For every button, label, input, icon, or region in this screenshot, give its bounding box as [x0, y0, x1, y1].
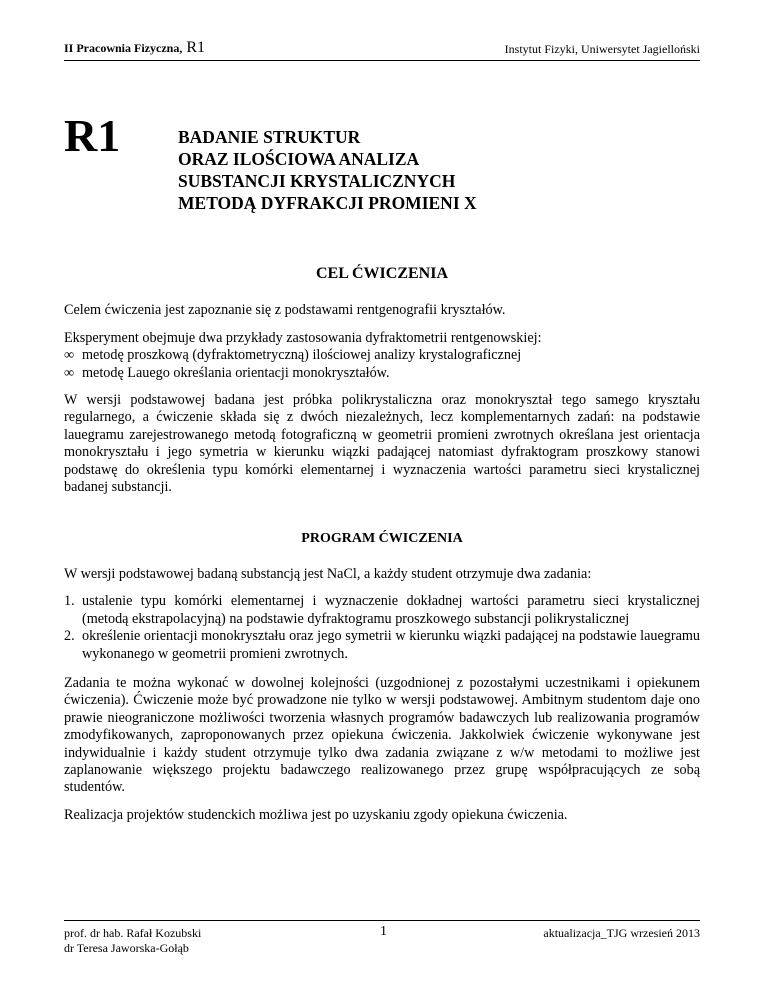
main-content: [64, 265, 700, 834]
exercise-code: R1: [64, 110, 121, 161]
item-text: ustalenie typu komórki elementarnej i wyznaczenie dokładnej wartości parametru sieci krystalicznej (metodą ekstrapolacyjną) na podstawie dyfraktogramu proszkowego substancji polikrystalicznej: [82, 593, 700, 627]
item-number: 2.: [64, 628, 75, 645]
document-title: [178, 126, 477, 214]
section-heading-goal: CEL ĆWICZENIA: [315, 265, 449, 282]
paragraph: Realizacja projektów studenckich możliwa jest po uzyskaniu zgody opiekuna ćwiczenia.: [64, 806, 568, 823]
bullet-item: [64, 347, 700, 364]
paragraph: Eksperyment obejmuje dwa przykłady zastosowania dyfraktometrii rentgenowskiej:: [64, 329, 542, 346]
title-line: METODĄ DYFRAKCJI PROMIENI X: [178, 193, 477, 213]
header-left: [64, 39, 205, 57]
paragraph: W wersji podstawowej badana jest próbka polikrystaliczna oraz monokryształ tego samego kryształu regularnego, a ćwiczenie składa się z dwóch niezależnych, lecz komplementarnych zadań: na podstawie lauegramu zarejestrowanego metodą fotograficzną w geometrii promieni zwrotnych określana jest orientacja monokryształu i jego symetria w kierunku wiązki padającej natomiast dyfraktogram proszkowy stanowi podstawę do określenia typu komórki elementarnej i wyznaczenia wartości parametru sieci krystalicznej badanej substancji.: [64, 392, 700, 496]
title-line: BADANIE STRUKTUR: [178, 127, 361, 147]
item-number: 1.: [64, 593, 75, 610]
footer-rule: [64, 920, 700, 921]
header-lab: II Pracownia Fizyczna,: [64, 41, 183, 55]
title-line: SUBSTANCJI KRYSTALICZNYCH: [178, 171, 456, 191]
bullet-symbol: ∞: [64, 347, 75, 364]
page-header: [64, 40, 700, 61]
bullet-text: metodę Lauego określania orientacji monokryształów.: [82, 364, 390, 381]
paragraph: W wersji podstawowej badaną substancją jest NaCl, a każdy student otrzymuje dwa zadania:: [64, 565, 592, 582]
page-number: 1: [380, 924, 387, 939]
numbered-item: [64, 593, 700, 628]
bullet-text: metodę proszkową (dyfraktometryczną) ilościowej analizy krystalograficznej: [82, 347, 522, 364]
section-heading-program: PROGRAM ĆWICZENIA: [301, 531, 463, 547]
header-institute: Instytut Fizyki, Uniwersytet Jagielloński: [504, 42, 700, 56]
footer-author: prof. dr hab. Rafał Kozubski: [64, 926, 202, 940]
item-text: określenie orientacji monokryształu oraz jego symetrii w kierunku wiązki padającej na podstawie lauegramu wykonanego w geometrii promieni zwrotnych.: [82, 628, 700, 662]
title-line: ORAZ ILOŚCIOWA ANALIZA: [178, 149, 420, 169]
footer-update: aktualizacja_TJG wrzesień 2013: [543, 926, 700, 940]
bullet-symbol: ∞: [64, 364, 75, 381]
header-code: R1: [186, 39, 205, 56]
numbered-item: [64, 628, 700, 663]
footer-author: dr Teresa Jaworska-Gołąb: [64, 941, 189, 955]
bullet-item: [64, 365, 700, 382]
paragraph: Celem ćwiczenia jest zapoznanie się z podstawami rentgenografii kryształów.: [64, 302, 506, 319]
footer-authors: [64, 926, 201, 956]
paragraph: Zadania te można wykonać w dowolnej kolejności (uzgodnionej z pozostałymi uczestnikami i opiekunem ćwiczenia). Ćwiczenie może być prowadzone nie tylko w wersji podstawowej. Ambitnym studentom daje ono prawie nieograniczone możliwości tworzenia własnych programów badawczych lub realizowania programów zmodyfikowanych, zaproponowanych przez opiekuna ćwiczenia. Jakkolwiek ćwiczenie wykonywane jest indywidualnie i każdy student otrzymuje tylko dwa zadania związane z w/w metodami to możliwe jest zaplanowanie większego projektu badawczego realizowanego przez grupę współpracujących ze sobą studentów.: [64, 674, 700, 796]
